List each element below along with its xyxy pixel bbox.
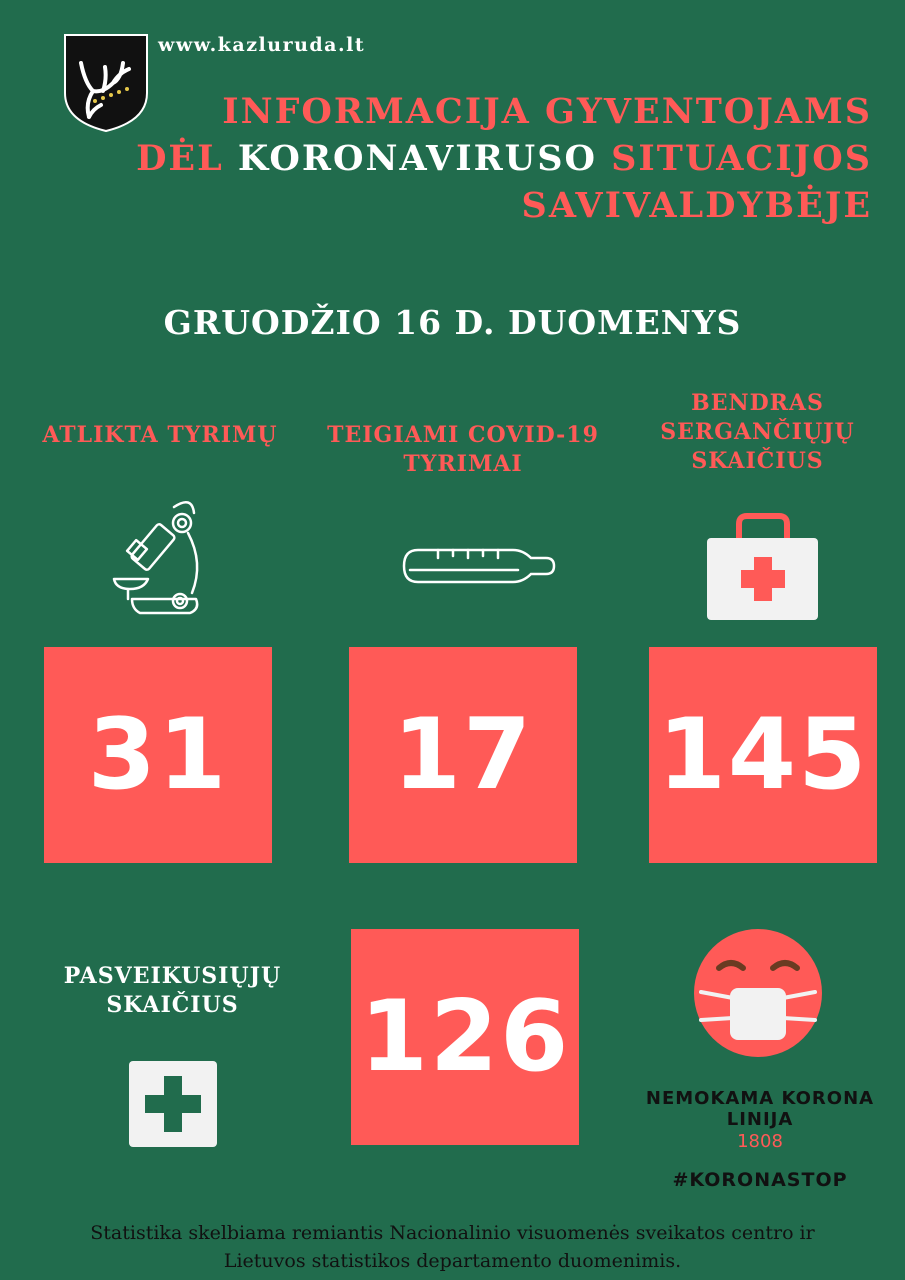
title-line-1: INFORMACIJA GYVENTOJAMS bbox=[222, 91, 872, 132]
masked-face-icon bbox=[693, 928, 823, 1058]
positive-tests-label-line: TEIGIAMI COVID-19 bbox=[327, 422, 599, 448]
footer-source-note bbox=[10, 1219, 895, 1275]
total-sick-label-line: SERGANČIŲJŲ bbox=[660, 419, 855, 445]
plus-cross-icon bbox=[129, 1061, 217, 1147]
title-line-2 bbox=[136, 135, 872, 182]
title-word-situacijos: SITUACIJOS bbox=[611, 138, 872, 179]
footer-line: Statistika skelbiama remiantis Nacionalinio visuomenės sveikatos centro ir bbox=[90, 1222, 815, 1244]
total-sick-label-line: BENDRAS bbox=[691, 390, 824, 416]
title-word-koronaviruso: KORONAVIRUSO bbox=[237, 138, 597, 179]
first-aid-kit-icon bbox=[705, 512, 820, 622]
hotline-text bbox=[634, 1088, 886, 1130]
hotline-number[interactable]: 1808 bbox=[737, 1131, 783, 1152]
positive-tests-count: 17 bbox=[349, 647, 577, 863]
total-sick-count: 145 bbox=[649, 647, 877, 863]
hotline-line: LINIJA bbox=[726, 1109, 794, 1130]
total-sick-label bbox=[630, 389, 885, 476]
total-sick-label-line: SKAIČIUS bbox=[691, 448, 824, 474]
recovered-label-line: SKAIČIUS bbox=[106, 992, 239, 1018]
tests-count: 31 bbox=[44, 647, 272, 863]
hotline-line: NEMOKAMA KORONA bbox=[645, 1088, 875, 1109]
thermometer-icon bbox=[398, 540, 560, 590]
positive-tests-label-line: TYRIMAI bbox=[403, 451, 523, 477]
website-link[interactable]: www.kazluruda.lt bbox=[158, 34, 366, 56]
microscope-icon bbox=[100, 495, 210, 625]
recovered-label bbox=[30, 962, 315, 1020]
positive-tests-label bbox=[312, 421, 614, 479]
page-title bbox=[136, 88, 872, 229]
footer-line: Lietuvos statistikos departamento duomenimis. bbox=[223, 1250, 682, 1272]
tests-label-line: ATLIKTA TYRIMŲ bbox=[42, 422, 278, 448]
title-line-3: SAVIVALDYBĖJE bbox=[521, 185, 872, 226]
date-heading: GRUODŽIO 16 D. DUOMENYS bbox=[163, 303, 742, 342]
title-word-del: DĖL bbox=[136, 138, 224, 179]
recovered-count: 126 bbox=[351, 929, 579, 1145]
recovered-label-line: PASVEIKUSIŲJŲ bbox=[63, 963, 282, 989]
tests-label bbox=[20, 421, 300, 450]
hashtag: #KORONASTOP bbox=[672, 1169, 848, 1191]
